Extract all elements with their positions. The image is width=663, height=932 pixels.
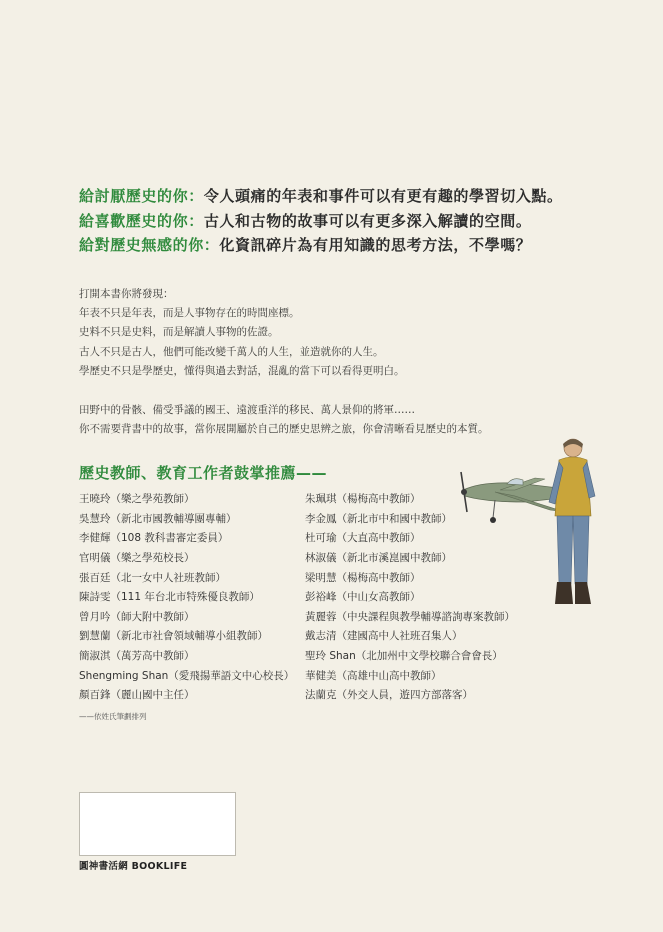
recommender-item: 朱珮琪（楊梅高中教師）	[305, 493, 421, 505]
headline-lead: 給討厭歷史的你：	[79, 187, 204, 205]
recommender-item: 劉慧蘭（新北市社會領域輔導小組教師）	[79, 630, 268, 642]
intro2-line: 田野中的骨骸、備受爭議的國王、遠渡重洋的移民、萬人景仰的將軍……	[79, 404, 415, 416]
recommender-item: 顏百鋒（麗山國中主任）	[79, 689, 195, 701]
intro-line: 古人不只是古人，他們可能改變千萬人的人生，並造就你的人生。	[79, 346, 384, 358]
barcode-area	[79, 792, 236, 856]
recommender-item: 聖玲 Shan（北加州中文學校聯合會會長）	[305, 650, 503, 662]
intro-line: 打開本書你將發現：	[79, 288, 174, 300]
recommender-item: 黃麗蓉（中央課程與教學輔導諮詢專案教師）	[305, 611, 515, 623]
recommender-item: 官明儀（樂之學苑校長）	[79, 552, 195, 564]
recommender-item: 杜可瑜（大直高中教師）	[305, 532, 421, 544]
headline-1	[79, 185, 563, 206]
recommender-item: 梁明慧（楊梅高中教師）	[305, 572, 421, 584]
recommender-item: 王曉玲（樂之學苑教師）	[79, 493, 195, 505]
headline-2	[79, 210, 531, 231]
recommender-item: 張百廷（北一女中人社班教師）	[79, 572, 226, 584]
headline-3	[79, 234, 531, 255]
section-title: 歷史教師、教育工作者鼓掌推薦——	[79, 464, 328, 482]
headline-text: 化資訊碎片為有用知識的思考方法，不學嗎？	[219, 236, 532, 254]
recommender-item: 李金鳳（新北市中和國中教師）	[305, 513, 452, 525]
recommender-item: 林淑儀（新北市溪崑國中教師）	[305, 552, 452, 564]
headline-lead: 給對歷史無感的你：	[79, 236, 220, 254]
intro2-line: 你不需要背書中的故事，當你展開屬於自己的歷史思辨之旅，你會清晰看見歷史的本質。	[79, 423, 489, 435]
recommender-item: 戴志清（建國高中人社班召集人）	[305, 630, 463, 642]
recommender-item: 陳詩雯（111 年台北市特殊優良教師）	[79, 591, 260, 603]
intro-line: 史料不只是史料，而是解讀人事物的佐證。	[79, 326, 279, 338]
intro-line: 學歷史不只是學歷史，懂得與過去對話，混亂的當下可以看得更明白。	[79, 365, 405, 377]
sort-note: ——依姓氏筆劃排列	[79, 712, 147, 721]
recommender-item: 彭裕峰（中山女高教師）	[305, 591, 421, 603]
recommender-item: 李健輝（108 教科書審定委員）	[79, 532, 229, 544]
publisher-logo: 圓神書活網 BOOKLIFE	[79, 861, 188, 872]
recommender-item: Shengming Shan（愛飛揚華語文中心校長）	[79, 670, 295, 682]
headline-text: 古人和古物的故事可以有更多深入解讀的空間。	[203, 212, 532, 230]
recommender-item: 曾月吟（師大附中教師）	[79, 611, 195, 623]
recommender-item: 法蘭克（外交人員，遊四方部落客）	[305, 689, 473, 701]
recommender-item: 吳慧玲（新北市國教輔導團專輔）	[79, 513, 237, 525]
pilot-airplane-illustration	[455, 432, 615, 612]
intro-line: 年表不只是年表，而是人事物存在的時間座標。	[79, 307, 300, 319]
headline-text: 令人頭痛的年表和事件可以有更有趣的學習切入點。	[203, 187, 563, 205]
recommender-item: 華健美（高雄中山高中教師）	[305, 670, 442, 682]
recommender-item: 簡淑淇（萬芳高中教師）	[79, 650, 195, 662]
headline-lead: 給喜歡歷史的你：	[79, 212, 204, 230]
